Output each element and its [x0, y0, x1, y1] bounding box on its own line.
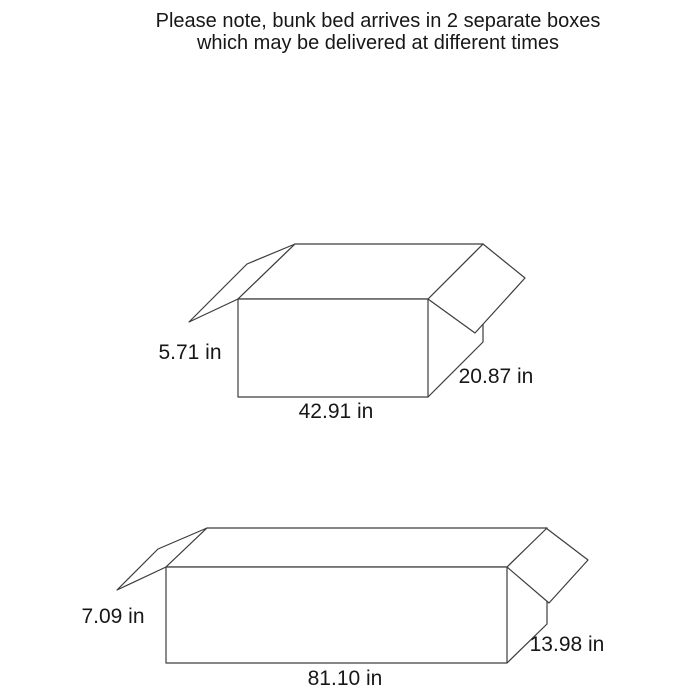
box-1-length-label: 42.91 in: [298, 400, 374, 423]
box-2-drawing: [117, 528, 588, 663]
box-1-height-label: 5.71 in: [158, 341, 222, 364]
box-2-height-label: 7.09 in: [81, 605, 145, 628]
note-line-2: which may be delivered at different times: [196, 32, 560, 54]
box-2-depth-label: 13.98 in: [529, 633, 605, 656]
box-1-front-face: [238, 299, 428, 397]
box-1-depth-label: 20.87 in: [458, 365, 534, 388]
note-line-1: Please note, bunk bed arrives in 2 separate boxes: [155, 10, 601, 32]
box-2-length-label: 81.10 in: [307, 667, 383, 690]
box-2-top-opening: [166, 528, 547, 567]
box-2-front-face: [166, 567, 507, 663]
